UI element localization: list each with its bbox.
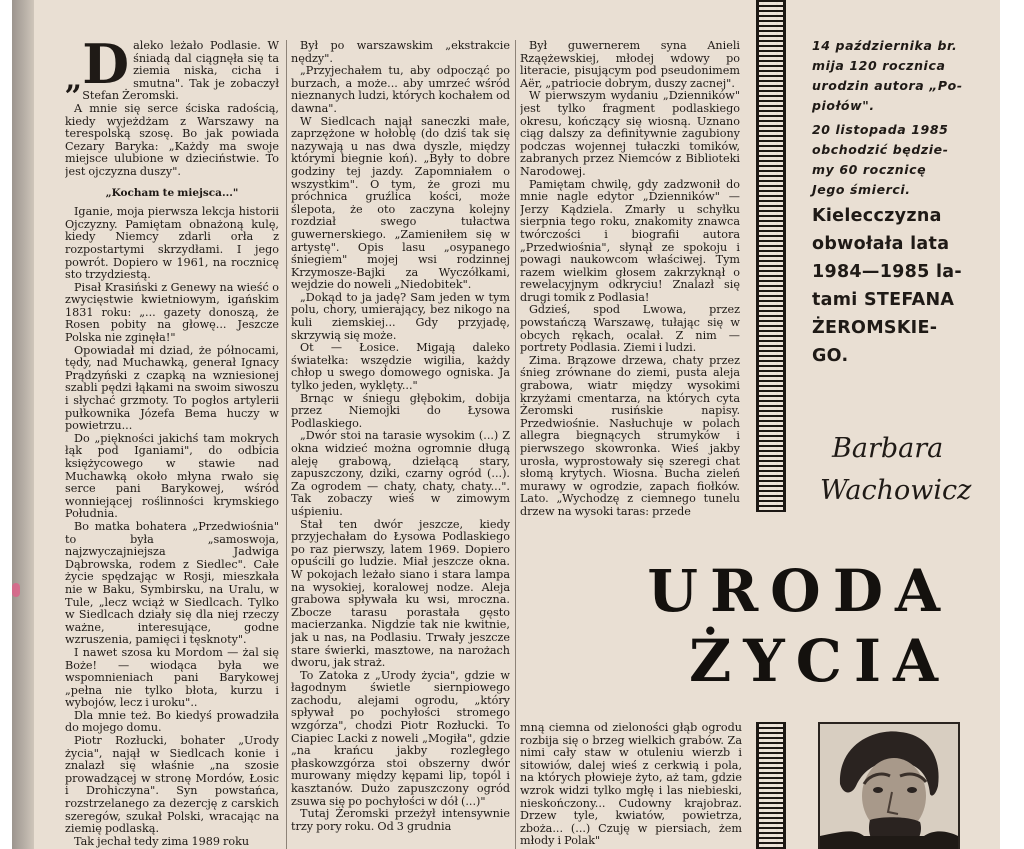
ornamental-border-strip <box>756 0 786 512</box>
article-paragraph: Opowiadał mi dziad, że północami, tędy, nad Muchawką, generał Ignacy Prądzyński z czapką na wzniesionej szabli pędzi łąkami na swoim siwoszu i słychać grzmoty. To pogłos artylerii pułkownika Józefa Bema huczy w powietrzu... <box>65 343 279 433</box>
article-paragraph: Bo matka bohatera „Przedwiośnia" to była „samoswoja, najzwyczajniejsza Jadwiga Dąbrowska, rodem z Siedlec". Całe życie spędzając w Rosji, mieszkała nie w Baku, Symbirsku, na Uralu, w Tule, „lecz wciąż w Siedlcach. Tylko w Siedlcach działy się dla niej rzeczy ważne, interesujące, godne wzruszenia, pamięci i tęsknoty". <box>65 519 279 647</box>
intro-line: ŻEROMSKIE- <box>812 318 938 338</box>
opening-quote-mark: „ <box>65 62 83 97</box>
article-paragraph: Tak jechał tedy zima 1989 roku <box>74 834 250 848</box>
article-paragraph: Pisał Krasiński z Genewy na wieść o zwycięstwie kwietniowym, igańskim 1831 roku: „... gazety donoszą, że Rosen pobity na głowę... Jeszcze Polska nie zginęła!" <box>65 280 279 345</box>
article-column-3 <box>520 40 740 542</box>
article-paragraph: „Przyjechałem tu, aby odpocząć po burzach, a może... aby umrzeć wśród nieznanych ludzi, których kochałem od dawna". <box>291 64 510 115</box>
article-paragraph: Stał ten dwór jeszcze, kiedy przyjechałam do Łysowa Podlaskiego po raz pierwszy, latem 1969. Dopiero opuścili go ludzie. Miał jeszcze okna. W pokojach leżało siano i stara lampa na wysokiej, koralowej nodze. Aleja grabowa spływała ku wsi, mroczna. Zbocze tarasu porastała gęsto macierzanka. Nigdzie tak nie kwitnie, jak u nas, na Podlasiu. Trwały jeszcze stare świerki, masztowe, na narożach dworu, jak straż. <box>291 517 510 670</box>
article-headline <box>592 556 952 696</box>
intro-line: my 60 rocznicę <box>812 162 927 177</box>
intro-line: tami STEFANA <box>812 290 955 310</box>
author-signature <box>822 428 982 512</box>
article-paragraph: W Siedlcach najął saneczki małe, zaprzężone w hołoblę (do dziś tak się nazywają u nas dwa dyszle, między którymi biegnie koń). „Były to dobre godziny tej jazdy. Zapomniałem o wszystkim". O tym, że grozi mu próchnica gruźlica kości, może ślepota, że oto zaczyna kolejny rozdział swego tułactwa guwernerskiego. „Zamieniłem się w artystę". Opis lasu „osypanego śniegiem" mojej wsi rodzinnej Krzymosze-Bajki za Wyczółkami, wejdzie do noweli „Niedobitek". <box>291 114 510 292</box>
section-subheading: „Kocham te miejsca..." <box>105 186 239 199</box>
article-paragraph: Był po warszawskim „ekstrakcie nędzy". <box>291 40 510 65</box>
intro-line: obchodzić będzie- <box>812 142 949 157</box>
col3b-body <box>520 722 742 848</box>
signature-last-name: Wachowicz <box>820 475 972 506</box>
article-paragraph: Ot — Łosice. Migają daleko światełka: wszędzie wigilia, każdy chłop u swego domowego ogniska. Ja tylko jeden, wyklęty..." <box>291 341 510 393</box>
portrait-photo-icon <box>820 724 958 849</box>
intro-line: urodzin autora „Po- <box>812 78 963 93</box>
article-paragraph: „Dokąd to ja jadę? Sam jeden w tym polu, chory, umierający, bez nikogo na kuli ziemskiej... Gdy przyjadę, skrzywią się może. <box>291 290 510 342</box>
col2-body <box>291 40 510 833</box>
article-paragraph: Był guwernerem syna Anieli Rząężewskiej, młodej wdowy po literacie, pisującym pod pseudonimem Aër, „patriocie dobrym, duszy zacnej". <box>520 40 740 90</box>
anniversary-intro <box>812 36 992 370</box>
article-paragraph: Zima. Brązowe drzewa, chaty przez śnieg zrównane do ziemi, pusta aleja grabowa, wiatr między wysokimi krzyżami cmentarza, na których cyta Żeromski rusińskie napisy. Przedwiośnie. Nasłuchuje w polach allegra biegnących strumyków i pierwszego skowronka. Wieś jakby urosła, wyprostowały się szeregi chat słomą krytych. Wiosna. Bucha zieleń murawy w ogrodzie, zapach fiołków. Lato. „Wychodzę z ciemnego tunelu drzew na wysoki taras: przede <box>520 353 740 518</box>
intro-line: 20 listopada 1985 <box>812 122 949 137</box>
article-column-3-continued <box>520 722 742 849</box>
intro-line: Jego śmierci. <box>812 182 911 197</box>
page-left-shadow <box>12 0 34 849</box>
signature-first-name: Barbara <box>832 433 944 464</box>
portrait-photo <box>818 722 960 849</box>
article-paragraph: Do „piękności jakichś tam mokrych łąk pod Iganiami", do odbicia księżycowego w stawie nad Muchawką około młyna rwało się serce pani Barykowej, wśród wonniejącej roślinności krymskiego Południa. <box>65 431 279 521</box>
article-paragraph: I nawet szosa ku Mordom — żal się Boże! — wiodąca była we wspomnieniach pani Barykowej „pełna nie tylko błota, kurzu i wybojów, lecz i uroku".. <box>65 645 279 710</box>
col1-body-2 <box>65 206 279 848</box>
article-paragraph: Gdzieś, spod Lwowa, przez powstańczą Warszawę, tułając się w obcych rękach, ocalał. Z nim — portrety Podlasia. Ziemi i ludzi. <box>520 303 740 355</box>
intro-small-text-1 <box>812 36 992 116</box>
headline-line-1: URODA <box>647 557 952 625</box>
paper-stain <box>12 583 20 597</box>
article-paragraph: Pamiętam chwilę, gdy zadzwonił do mnie nagle edytor „Dzienników" — Jerzy Kądziela. Zmarły u schyłku sierpnia tego roku, znakomity znawca twórczości i biografii autora „Przedwiośnia", słynął ze spokoju i powagi naukowcom właściwej. Tym razem wielkim głosem zakrzyknął o rewelacyjnym odkryciu! Znalazł się drugi tomik z Podlasia! <box>520 177 740 304</box>
intro-line: 14 października br. <box>812 38 958 53</box>
article-paragraph: Piotr Rozłucki, bohater „Urody życia", najął w Siedlcach konie i znalazł się właśnie „na szosie prowadzącej w stronę Mordów, Łosic i Drohiczyna". Syn powstańca, rozstrzelanego za dezercję z carskich szeregów, szukał Polski, wracając na ziemię podlaską. <box>65 734 279 836</box>
headline-line-2: ŻYCIA <box>688 627 950 695</box>
article-paragraph: „Dwór stoi na tarasie wysokim (...) Z okna widzieć można ogromnie długą aleję grabową, dziełącą stary, zapuszczony, dziki, czarny ogród (...). Za ogrodem — chaty, chaty, chaty...". Tak zobaczy wieś w zimowym uśpieniu. <box>291 429 510 518</box>
newspaper-page <box>12 0 1000 849</box>
article-paragraph: Brnąc w śniegu głębokim, dobija przez Niemojki do Łysowa Podlaskiego. <box>291 391 510 430</box>
article-paragraph: A mnie się serce ściska radością, kiedy wyjeżdżam z Warszawy na terespolską szosę. Bo jak powiada Cezary Baryka: „Każdy ma swoje miejsce ulubione w dzieciństwie. To jest ojczyzna duszy". <box>65 101 279 178</box>
intro-line: 1984—1985 la- <box>812 262 962 282</box>
intro-line: GO. <box>812 346 849 366</box>
column-divider <box>515 40 516 849</box>
article-paragraph: Dla mnie też. Bo kiedyś prowadziła do mojego domu. <box>65 708 279 735</box>
article-paragraph: To Zatoka z „Urody życia", gdzie w łagodnym świetle siernpiowego zachodu, alejami ogrodu, „który spływał po pochyłości stromego wzgórza", chodzi Piotr Rozłucki. To Ciapiec Lacki z noweli „Mogiła", gdzie „na krańcu jakby rozległego płaskowzgórza stoi obszerny dwór murowany między kępami lip, topól i kasztanów. Dużo zapuszczony ogród zsuwa się po pochyłości w dół (...)" <box>291 668 510 808</box>
intro-line: obwołała lata <box>812 234 950 254</box>
article-paragraph: aleko leżało Podlasie. W śniadą dal ciągnęła się ta ziemia niska, cicha i smutna". Tak je zobaczył Stefan Żeromski. <box>82 40 279 103</box>
intro-line: piołów". <box>812 98 875 113</box>
column-divider <box>286 40 287 849</box>
drop-cap-letter: D <box>82 40 130 96</box>
col3-body <box>520 40 740 519</box>
intro-large-text <box>812 202 992 370</box>
article-paragraph: W pierwszym wydaniu „Dzienników" jest tylko fragment podlaskiego okresu, kończący się wiosną. Uznano ciąg dalszy za definitywnie zagubiony podczas wojennej tułaczki tomików, zabranych przez Niemców z Biblioteki Narodowej. <box>520 89 740 178</box>
intro-small-text-2 <box>812 120 992 200</box>
article-paragraph: mną ciemna od zieloności głąb ogrodu rozbija się o brzeg wielkich grabów. Za nimi cały staw w otuleniu wierzb i sitowiów, dalej wieś z cerkwią i pola, na których płowieje żyto, aż tam, gdzie wzrok widzi tylko mgłę i las niebieski, nieskończony... Cudowny krajobraz. Drzew tyle, kwiatów, powietrza, zboża... (...) Czuję w piersiach, żem młody i Polak" <box>520 722 742 848</box>
article-column-2 <box>291 40 510 849</box>
article-paragraph: Iganie, moja pierwsza lekcja historii Ojczyzny. Pamiętam obnażoną kulę, kiedy Niemcy zdarli orła z rozpostartymi skrzydłami. I jego powrót. Dopiero w 1961, na rocznicę sto trzydziestą. <box>65 205 279 282</box>
intro-line: Kielecczyzna <box>812 206 942 226</box>
article-column-1 <box>65 40 279 849</box>
intro-line: mija 120 rocznica <box>812 58 946 73</box>
ornamental-border-strip-lower <box>756 722 786 849</box>
article-paragraph: Tutaj Żeromski przeżył intensywnie trzy pory roku. Od 3 grudnia <box>291 807 510 833</box>
